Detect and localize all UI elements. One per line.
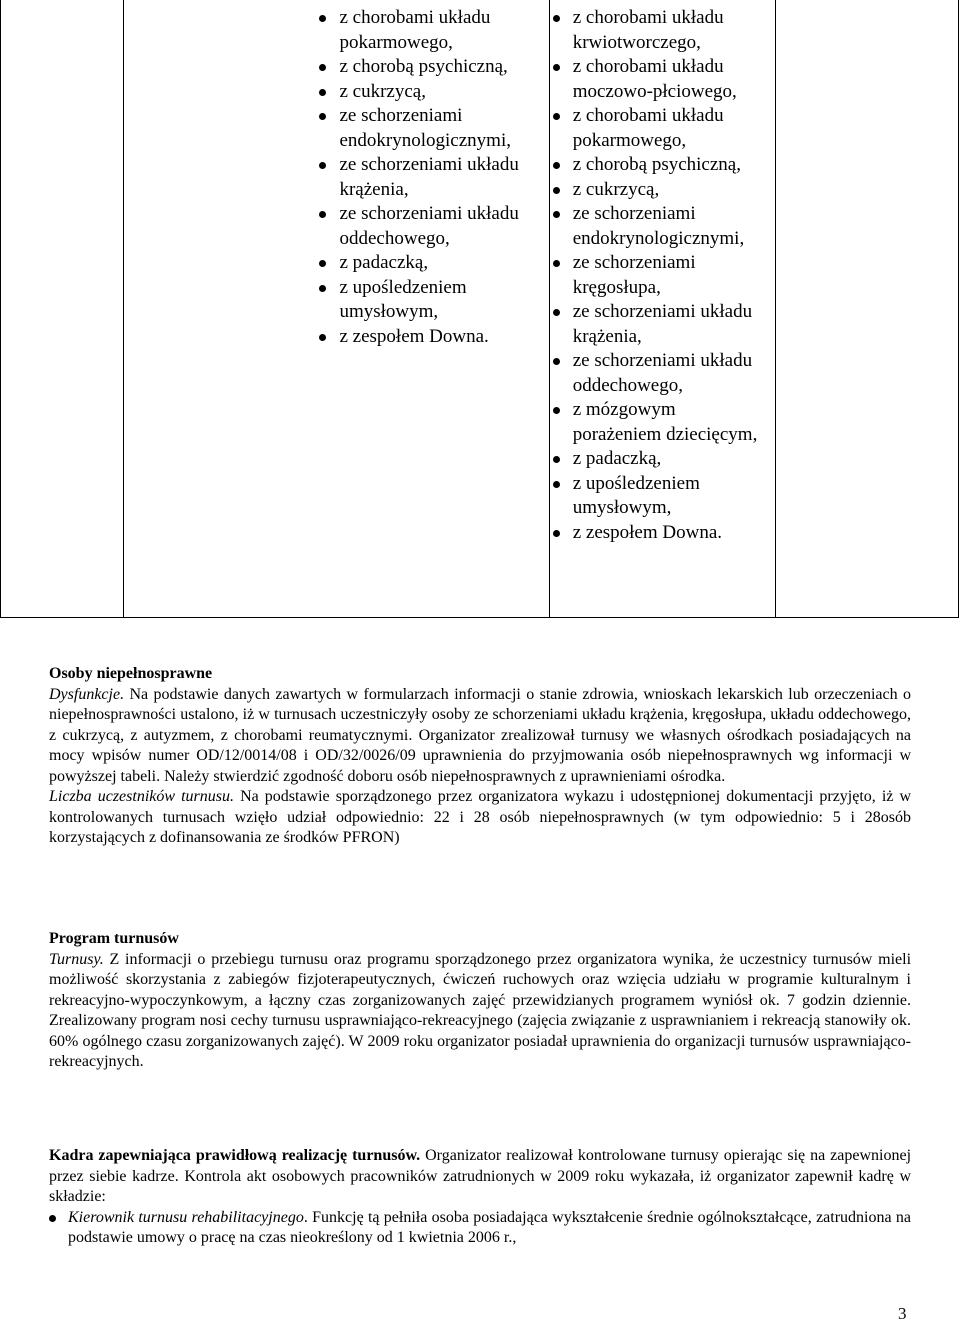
program-text: Z informacji o przebiegu turnusu oraz programu sporządzonego przez organizatora wynika, że uczestnicy turnusów mieli możliwość skorzystania z zabiegów fizjoterapeutycznych, ćwiczeń ruchowych oraz wzięcia udziału w programie kulturalnym i rekreacyjno-wypoczynkowym, a łączny czas zorganizowanych zajęć przewidzianych programem wyniósł ok. 7 godzin dziennie. Zrealizowany program nosi cechy turnusu usprawniająco-rekreacyjnego (zajęcia związanie z usprawnianiem i rekreacją stanowiły ok. 60% ogólnego czasu zorganizowanych zajęć). W 2009 roku organizator posiadał uprawnienia do organizacji turnusów usprawniająco-rekreacyjnych. bbox=[49, 950, 912, 1070]
table-cell-1 bbox=[1, 0, 124, 618]
list-item: z zespołem Downa. bbox=[316, 325, 536, 350]
list-item: z chorobą psychiczną, bbox=[550, 153, 760, 178]
staff-item-label: Kierownik turnusu rehabilitacyjnego bbox=[68, 1208, 304, 1226]
program-section bbox=[49, 929, 911, 1073]
list-item: ze schorzeniami układu krążenia, bbox=[550, 300, 760, 349]
list-item: z upośledzeniem umysłowym, bbox=[550, 472, 760, 521]
list-item: ze schorzeniami układu krążenia, bbox=[316, 153, 536, 202]
dysfunctions-text: Na podstawie danych zawartych w formularzach informacji o stanie zdrowia, wnioskach lekarskich lub orzeczeniach o niepełnosprawności ustalono, iż w turnusach uczestniczyły osoby ze schorzeniami układu krążenia, kręgosłupa, układu oddechowego, z cukrzycą, z autyzmem, z chorobami reumatycznymi. Organizator zrealizował turnusy we własnych ośrodkach posiadających na mocy wpisów numer OD/12/0014/08 i OD/32/0026/09 uprawnienia do przyjmowania osób niepełnosprawnych wg informacji w powyższej tabeli. Należy stwierdzić zgodność doboru osób niepełnosprawnych z uprawnieniami ośrodka. bbox=[49, 685, 912, 785]
disability-table bbox=[0, 0, 959, 618]
staff-section bbox=[49, 1146, 911, 1249]
disabled-section bbox=[49, 664, 911, 849]
dysfunctions-paragraph bbox=[49, 685, 911, 788]
staff-text: Organizator realizował kontrolowane turnusy opierając się na zapewnionej przez siebie kadrze. Kontrola akt osobowych pracowników zatrudnionych w 2009 roku wykazała, iż organizator zapewnił kadrę w składzie: bbox=[49, 1147, 912, 1205]
list-item: z cukrzycą, bbox=[316, 80, 536, 105]
list-item: z padaczką, bbox=[316, 251, 536, 276]
list-item: z cukrzycą, bbox=[550, 178, 760, 203]
dysfunctions-label: Dysfunkcje. bbox=[49, 685, 125, 703]
staff-paragraph bbox=[49, 1146, 911, 1208]
participants-text: Na podstawie sporządzonego przez organizatora wykazu i udostępnionej dokumentacji przyjęto, iż w kontrolowanych turnusach wzięło udział odpowiednio: 22 i 28 osób niepełnosprawnych (w tym odpowiednio: 5 i 28osób korzystających z dofinansowania ze środków PFRON) bbox=[49, 788, 912, 846]
page-number: 3 bbox=[898, 1304, 907, 1323]
col2-list bbox=[316, 6, 536, 349]
col3-list bbox=[550, 6, 760, 545]
list-item: ze schorzeniami układu oddechowego, bbox=[550, 349, 760, 398]
list-item: z chorobami układu pokarmowego, bbox=[550, 104, 760, 153]
participants-label: Liczba uczestników turnusu. bbox=[49, 788, 234, 805]
list-item: z chorobą psychiczną, bbox=[316, 55, 536, 80]
list-item: z upośledzeniem umysłowym, bbox=[316, 276, 536, 325]
staff-item-text: . Funkcję tą pełniła osoba posiadająca wykształcenie średnie ogólnokształcące, zatrudniona na podstawie umowy o pracę na czas nieokreślony od 1 kwietnia 2006 r., bbox=[68, 1208, 911, 1246]
table-cell-3 bbox=[549, 0, 775, 618]
program-paragraph bbox=[49, 950, 911, 1073]
list-item: z chorobami układu moczowo-płciowego, bbox=[550, 55, 760, 104]
table-cell-4 bbox=[775, 0, 958, 618]
list-item: ze schorzeniami endokrynologicznymi, bbox=[550, 202, 760, 251]
staff-list-item bbox=[49, 1208, 911, 1249]
list-item: ze schorzeniami kręgosłupa, bbox=[550, 251, 760, 300]
program-label: Turnusy. bbox=[49, 950, 104, 968]
list-item: z zespołem Downa. bbox=[550, 521, 760, 546]
participants-paragraph bbox=[49, 787, 911, 849]
disabled-heading: Osoby niepełnosprawne bbox=[49, 665, 213, 682]
list-item: ze schorzeniami endokrynologicznymi, bbox=[316, 104, 536, 153]
staff-list bbox=[49, 1208, 911, 1249]
table-cell-2 bbox=[124, 0, 549, 618]
list-item: z chorobami układu pokarmowego, bbox=[316, 6, 536, 55]
list-item: ze schorzeniami układu oddechowego, bbox=[316, 202, 536, 251]
list-item: z padaczką, bbox=[550, 447, 760, 472]
list-item: z mózgowym porażeniem dziecięcym, bbox=[550, 398, 760, 447]
program-heading: Program turnusów bbox=[49, 930, 179, 947]
staff-heading: Kadra zapewniająca prawidłową realizację turnusów. bbox=[49, 1147, 421, 1164]
list-item: z chorobami układu krwiotworczego, bbox=[550, 6, 760, 55]
